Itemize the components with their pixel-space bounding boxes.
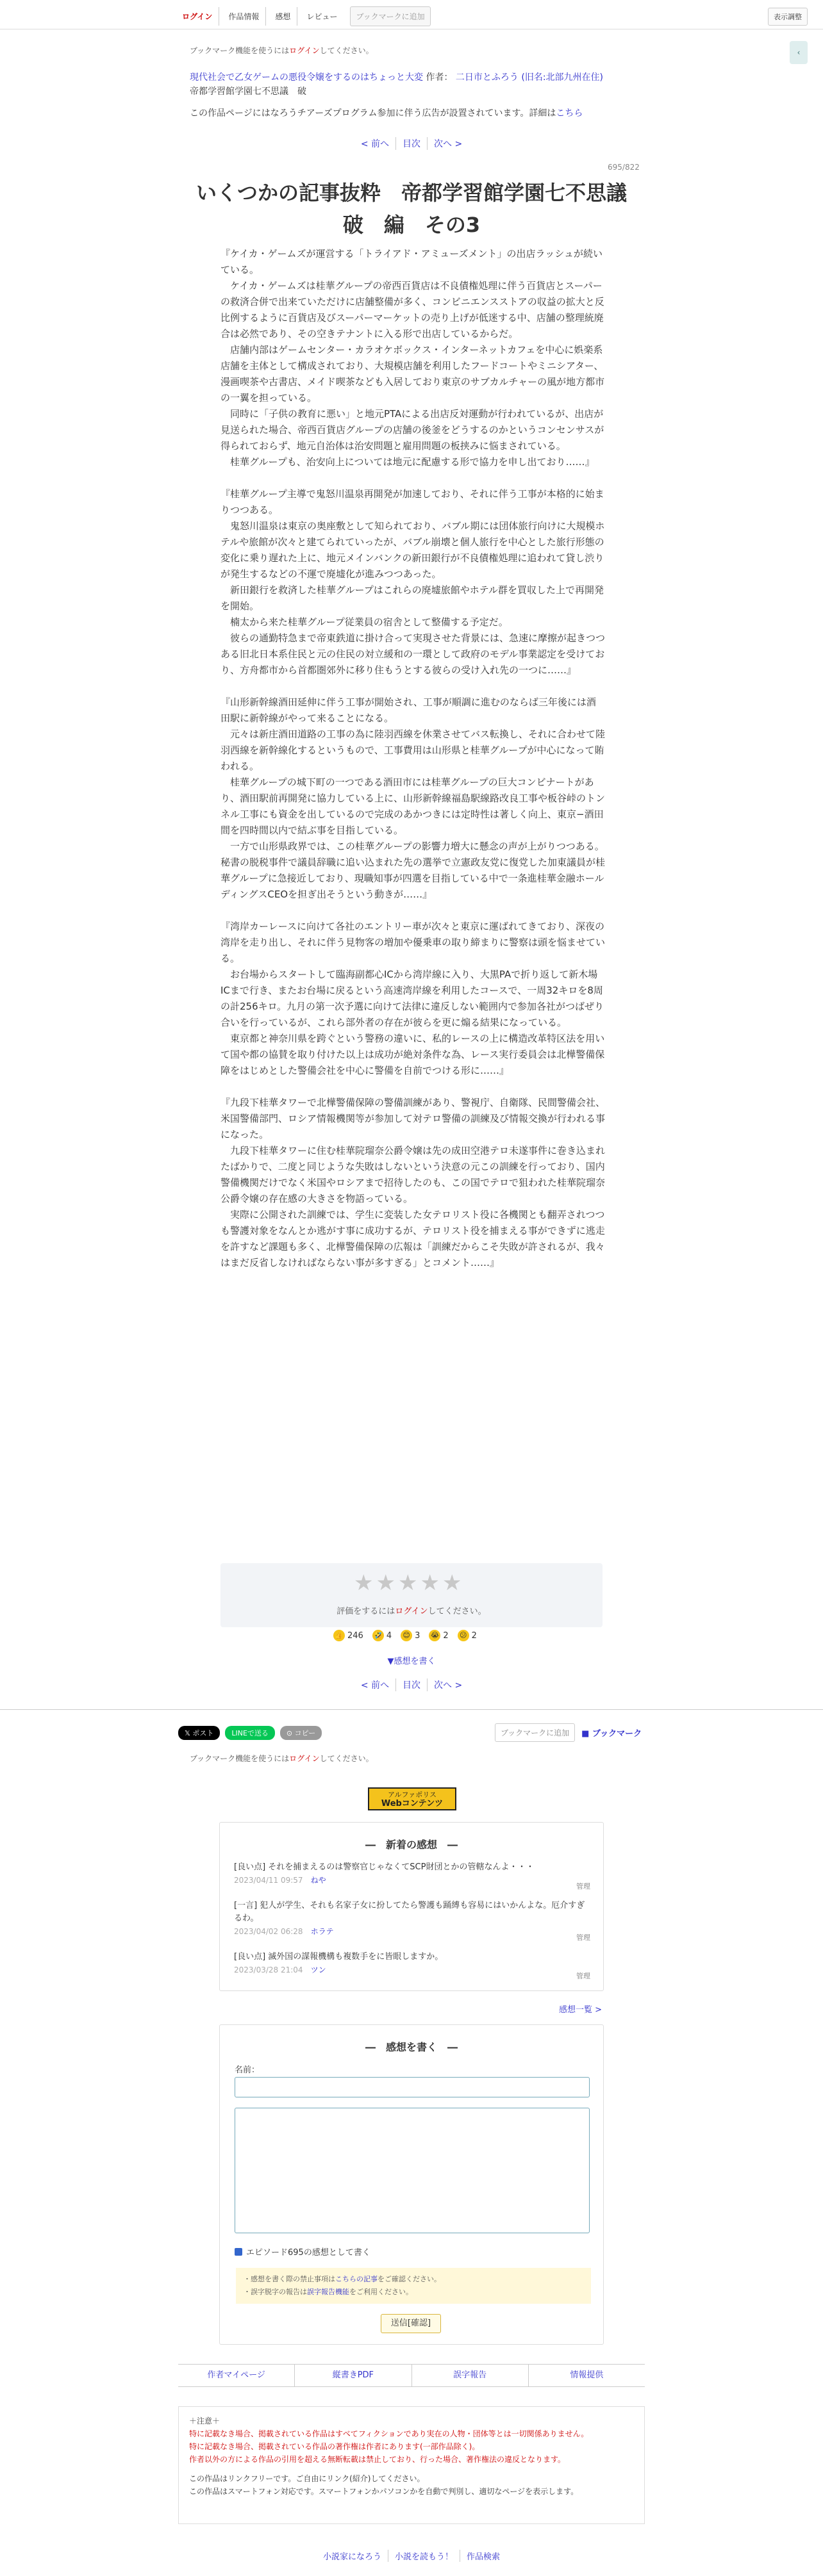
rating-login-link[interactable]: ログイン — [395, 1607, 428, 1616]
impression-warning: ・感想を書く際の禁止事項はこちらの記事をご確認ください。 ・誤字脱字の報告は誤字報告機能をご利用ください。 — [236, 2268, 591, 2304]
impression-item: [良い点] 滅外国の謀報機構も複数手をに皆眼しますか。 2023/03/28 21:04 ツン 管理 — [234, 1951, 590, 1983]
body-paragraph: 九段下桂華タワーに住む桂華院瑠奈公爵令嬢は先の成田空港テロ未遂事件に巻き込まれたばかりで、二度と同じような失敗はしないという決意の元この訓練を行っており、国内警備機関だけでなく米国やロシアまで招待したのも、この国でテロで狙われた桂華院瑠奈公爵令嬢の存在感の大きさを物語っている。 — [220, 1145, 606, 1204]
login-link-inline[interactable]: ログイン — [289, 1754, 320, 1763]
star-icon[interactable]: ★ — [442, 1570, 462, 1596]
write-impression-title: ― 感想を書く ― — [365, 2041, 458, 2053]
star-rating[interactable] — [354, 1572, 461, 1594]
bookmark-label[interactable]: ■ ブックマーク — [581, 1729, 642, 1739]
next-link[interactable]: 次へ > — [434, 139, 463, 149]
series-title-link[interactable]: 現代社会で乙女ゲームの悪役令嬢をするのはちょっと大変 — [190, 72, 423, 83]
pager-top — [0, 137, 823, 150]
bookmark-add-button[interactable]: ブックマークに追加 — [350, 6, 430, 26]
bookmark-area — [495, 1723, 642, 1742]
display-settings-button[interactable]: 表示調整 — [768, 8, 808, 26]
typo-report-button[interactable]: 誤字報告 — [412, 2365, 529, 2386]
episode-header: 帝都学習館学園七不思議 破 — [190, 86, 306, 97]
alphapolis-banner[interactable]: アルファポリス Webコンテンツ — [368, 1787, 456, 1810]
impression-user-link[interactable]: ねや — [310, 1876, 326, 1885]
star-icon[interactable]: ★ — [397, 1570, 418, 1596]
top-nav — [179, 6, 431, 26]
narou-link[interactable]: 小説家になろう — [317, 2550, 388, 2562]
impression-textarea[interactable] — [235, 2108, 590, 2233]
name-label: 名前： — [235, 2065, 260, 2075]
line-share-button[interactable]: LINEで送る — [225, 1726, 275, 1740]
series-info — [190, 70, 603, 99]
impressions-link[interactable]: 感想 — [272, 7, 297, 26]
manage-link[interactable]: 管理 — [576, 1933, 590, 1942]
bookmark-login-note: ブックマーク機能を使うにはログインしてください。 — [190, 46, 374, 55]
body-paragraph: 『桂華グループ主導で鬼怒川温泉再開発が加速しており、それに伴う工事が本格的に始まりつつある。 — [220, 488, 604, 516]
star-icon[interactable]: ★ — [376, 1570, 395, 1596]
impression-item: [一言] 犯人が学生、それも名家子女に扮してたら警護も踊縛も容易にはいかんよな。厄介すぎるわ。 2023/04/02 06:28 ホラテ 管理 — [234, 1899, 590, 1944]
reaction-bar — [333, 1630, 477, 1641]
vertical-pdf-link[interactable]: 縦書きPDF — [295, 2365, 412, 2386]
notice-box: ＋注意＋ 特に記載なき場合、掲載されている作品はすべてフィクションであり実在の人物・団体等とは一切関係ありません。 特に記載なき場合、掲載されている作品の著作権は作者にあります(一部作品除く)。 作者以外の方による作品の引用を超える無断転載は禁止しており、行った場合、著作権法の違反となります。 この作品はリンクフリーです。ご自由にリンク(紹介)してください。 この作品はスマートフォン対応です。スマートフォンかパソコンかを自動で判別し、適切なページを表示します。 — [178, 2406, 645, 2524]
smile-icon: 😊 — [401, 1630, 412, 1641]
body-paragraph: 楠太から来た桂華グループ従業員の宿舎として整備する予定だ。 — [220, 616, 508, 628]
rating-box — [220, 1563, 603, 1627]
toc-link[interactable]: 目次 — [396, 137, 428, 150]
episode-body — [220, 246, 605, 1271]
body-paragraph: 新田銀行を救済した桂華グループはこれらの廃墟旅館やホテル群を買収した上で再開発を開始。 — [220, 584, 604, 612]
body-paragraph: 『山形新幹線酒田延伸に伴う工事が開始され、工事が順調に進むのならば三年後には酒田駅に新幹線がやって来ることになる。 — [220, 696, 596, 724]
confused-icon: 😕 — [458, 1630, 469, 1641]
paragraph-gap — [220, 678, 605, 694]
paragraph-gap — [220, 470, 605, 486]
body-paragraph: 店舗内部はゲームセンター・カラオケボックス・インターネットカフェを中心に娯楽系店舗を主体として構成されており、大規模店舗を利用したフードコートやミニシアター、漫画喫茶や古書店、メイド喫茶なども入居しており東京のサブカルチャーの風が地方都市の一翼を担っている。 — [220, 344, 605, 404]
work-info-link[interactable]: 作品情報 — [226, 7, 266, 26]
laugh-icon: 🤣 — [372, 1630, 384, 1641]
name-input[interactable] — [235, 2077, 590, 2097]
yomou-link[interactable]: 小説を読もう！ — [388, 2550, 460, 2562]
episode-checkbox-row[interactable]: エピソード695の感想として書く — [235, 2245, 370, 2258]
ads-detail-link[interactable]: こちら — [556, 108, 583, 119]
body-paragraph: 実際に公開された訓練では、学生に変装した女テロリスト役に各機関とも翻弄されつつも警護対象をなんとか逃がす事に成功するが、テロリスト役を捕まえる事ができずに逃走を許すなど課題も多く、北樺警備保障の広報は「訓練だからこそ失敗が許されるが、我々はまだ反省しなければならない事が多すぎる」とコメント……』 — [220, 1209, 605, 1268]
reaction-laugh[interactable]: 🤣 4 — [372, 1630, 392, 1641]
submit-button[interactable]: 送信[確認] — [381, 2314, 441, 2333]
top-bar — [0, 0, 823, 29]
login-link[interactable]: ログイン — [179, 7, 219, 26]
checkbox-checked[interactable] — [235, 2248, 242, 2256]
impression-item: [良い点] それを捕まえるのは警察官じゃなくてSCP財団とかの管轄なんよ・・・ 2023/04/11 09:57 ねや 管理 — [234, 1861, 590, 1893]
rating-login-note: 評価をするにはログインしてください。 — [337, 1607, 486, 1616]
next-link[interactable]: 次へ > — [434, 1680, 463, 1691]
search-link[interactable]: 作品検索 — [467, 2552, 501, 2562]
login-link-inline[interactable]: ログイン — [289, 46, 320, 55]
copy-link-button[interactable]: ⊙ コピー — [280, 1726, 322, 1740]
reaction-thumbs-up[interactable]: 👍 246 — [333, 1630, 363, 1641]
body-paragraph: 同時に「子供の教育に悪い」と地元PTAによる出店反対運動が行われているが、出店が見送られた場合、帝西百貨店グループの店舗の後釜をどうするのかというコンセンサスが得られておらず、地元自治体は治安問題と雇用問題の板挟みに悩まされている。 — [220, 408, 604, 452]
body-paragraph: 『九段下桂華タワーで北樺警備保障の警備訓練があり、警視庁、自衛隊、民間警備会社、米国警備部門、ロシア情報機関等が参加して対テロ警備の訓練及び情報交換が行われる事になった。 — [220, 1097, 606, 1140]
prev-link[interactable]: < 前へ — [354, 1678, 396, 1691]
author-link[interactable]: 二日市とふろう (旧名:北部九州在住) — [455, 72, 603, 83]
paragraph-gap — [220, 903, 605, 919]
new-impressions-title: ― 新着の感想 ― — [365, 1839, 458, 1851]
body-paragraph: 一方で山形県政界では、この桂華グループの影響力増大に懸念の声が上がりつつある。秘書の脱税事件で議員辞職に追い込まれた先の選挙で立憲政友党に復党した加東議員が桂華グループに急接近しており、現職知事が四選を目指している中で一条進桂華金融ホールディングスCEOを担ぎ出そうという動きが……』 — [220, 841, 606, 900]
prev-link[interactable]: < 前へ — [354, 137, 396, 150]
section-divider — [0, 1709, 823, 1710]
body-paragraph: 彼らの通勤特急まで帝東鉄道に掛け合って実現させた背景には、急速に摩擦が起きつつある旧北日本系住民と元の住民の対立緩和の一環として政府のモデル事業認定を受けており、方舟都市から首都圏郊外に移り住もうとする彼らの受け入れ先の一つに……』 — [220, 632, 606, 676]
x-post-button[interactable]: 𝕏 ポスト — [178, 1726, 220, 1740]
new-impressions-box — [219, 1822, 604, 1991]
body-paragraph: 『ケイカ・ゲームズが運営する「トライアド・アミューズメント」の出店ラッシュが続いている。 — [220, 248, 603, 275]
bottom-links — [0, 2550, 823, 2562]
scroll-arrow-icon[interactable]: ‹ — [790, 41, 808, 64]
info-provide-link[interactable]: 情報提供 — [570, 2370, 604, 2380]
manage-link[interactable]: 管理 — [576, 1882, 590, 1891]
bookmark-login-note-bottom: ブックマーク機能を使うにはログインしてください。 — [190, 1754, 374, 1763]
typo-report-link[interactable]: 誤字報告機能 — [307, 2288, 349, 2296]
body-paragraph: 鬼怒川温泉は東京の奥座敷として知られており、バブル期には団体旅行向けに大規模ホテルや旅館が次々と建てられていったが、バブル崩壊と個人旅行を中心とした旅行形態の変化に乗り遅れた上に、地元メインバンクの新田銀行が不良債権処理に追われて貸し渋りが発生するなどの不運で廃墟化が進みつつあった。 — [220, 520, 605, 580]
body-paragraph: 東京都と神奈川県を跨ぐという警務の違いに、私的レースの上に構造改革特区法を用いて国や都の協賛を取り付けた以上は成功が絶対条件な為、レース実行委員会は北樺警備保障をはじめとした警備会社を中心に警備を自前でつける形に……』 — [220, 1033, 605, 1076]
reaction-confused[interactable]: 😕 2 — [458, 1630, 477, 1641]
thumbs-up-icon: 👍 — [333, 1630, 345, 1641]
cry-icon: 😭 — [429, 1630, 440, 1641]
body-paragraph: 元々は新庄酒田道路の工事の為に陸羽西線を休業させてバス転換し、それに合わせて陸羽西線を新幹線化するというもので、工事費用は山形県と桂華グループが中心になって賄われる。 — [220, 728, 606, 772]
review-link[interactable]: レビュー — [306, 12, 338, 21]
manage-link[interactable]: 管理 — [576, 1972, 590, 1980]
bookmark-add-button[interactable]: ブックマークに追加 — [495, 1723, 575, 1742]
paragraph-gap — [220, 1079, 605, 1095]
author-page-link[interactable]: 作者マイページ — [178, 2365, 295, 2386]
star-icon[interactable]: ★ — [354, 1570, 374, 1596]
body-paragraph: ケイカ・ゲームズは桂華グループの帝西百貨店は不良債権処理に伴う百貨店とスーパーの救済合併で出来ていただけに店舗整備が多く、コンビニエンスストアの収益の拡大と反比例するように百貨店及びスーパーマーケットの売り上げが低迷する中、店舗の整理統廃合は必然であり、その空きテナントに入る形で出店しているからだ。 — [220, 280, 604, 340]
reaction-cry[interactable]: 😭 2 — [429, 1630, 448, 1641]
episode-counter: 695/822 — [608, 163, 640, 172]
impressions-list-link[interactable]: 感想一覧 > — [559, 2005, 603, 2015]
body-paragraph: 桂華グループも、治安向上については地元に配慮する形で協力を申し出ており……』 — [220, 456, 595, 468]
write-impression-link[interactable]: ▼感想を書く — [387, 1657, 436, 1666]
footer-nav — [178, 2364, 645, 2387]
author-label: 作者： — [426, 72, 453, 83]
ads-notice: この作品ページにはなろうチアーズプログラム参加に伴う広告が設置されています。詳細はこちら — [190, 108, 583, 119]
episode-title: いくつかの記事抜粋 帝都学習館学園七不思議 破 編 その3 — [195, 181, 648, 237]
impression-user-link[interactable]: ツン — [310, 1965, 326, 1974]
body-paragraph: お台場からスタートして臨海副都心ICから湾岸線に入り、大黒PAで折り返して新木場ICまで行き、またお台場に戻るという高速湾岸線を利用したコースで、一周32キロを8周の計256キロ。九月の第一次予選に向けて法律に違反しない範囲内で参加各社がつばぜり合いを行っているが、これら部外者の存在が彼らを更に煽る結果になっている。 — [220, 969, 604, 1028]
toc-link[interactable]: 目次 — [396, 1678, 428, 1691]
pager-bottom — [0, 1678, 823, 1691]
impression-user-link[interactable]: ホラテ — [310, 1927, 334, 1936]
reaction-smile[interactable]: 😊 3 — [401, 1630, 420, 1641]
rules-article-link[interactable]: こちらの記事 — [335, 2275, 378, 2283]
star-icon[interactable]: ★ — [420, 1570, 440, 1596]
body-paragraph: 『湾岸カーレースに向けて各社のエントリー車が次々と東京に運ばれてきており、深夜の湾岸を走り出し、それに伴う見物客の増加や優乗車の取り締まりに警察は頭を悩ませている。 — [220, 921, 606, 964]
share-buttons — [178, 1726, 322, 1740]
body-paragraph: 桂華グループの城下町の一つである酒田市には桂華グループの巨大コンビナートがあり、酒田駅前再開発に協力している上に、山形新幹線福島駅線路改良工事や板谷峠のトンネル工事にも資金を出しているので完成のあかつきには定時性は著しく向上、東京−酒田間を四時間以内で結ぶ事を目指している。 — [220, 776, 606, 836]
